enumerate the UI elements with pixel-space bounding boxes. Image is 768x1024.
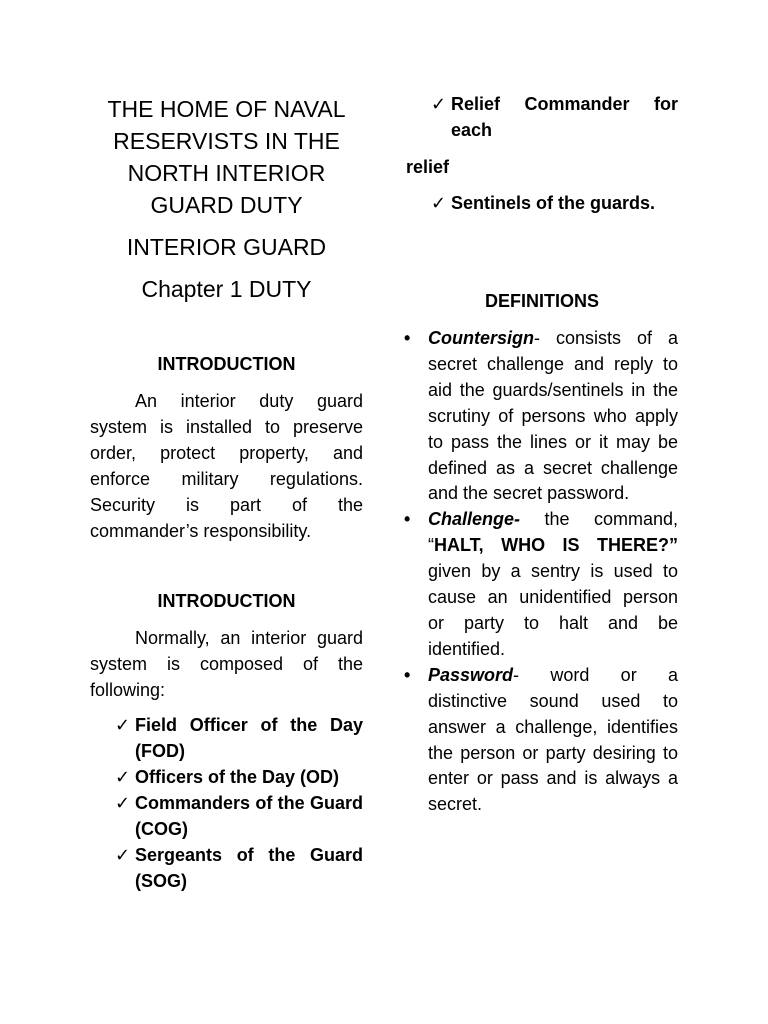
definition-text: consists of a secret challenge and reply to aid the guards/sentinels in the scrutiny of persons who apply to pass the lines or it may be defined as a secret challenge and the secret password. — [428, 328, 678, 504]
definition-item: • Countersign- consists of a secret challenge and reply to aid the guards/sentinels in the scrutiny of persons who apply to pass the lines or it may be defined as a secret challenge and the secret password. — [404, 328, 678, 504]
list-item: ✓ Field Officer of the Day (FOD) — [115, 712, 363, 764]
challenge-phrase: HALT, WHO IS THERE?” — [434, 535, 678, 556]
title-line: NORTH INTERIOR — [127, 160, 326, 186]
list-item: ✓ Sentinels of the guards. — [431, 190, 678, 216]
checkmark-icon: ✓ — [115, 793, 131, 813]
definition-item: • Password- word or a distinctive sound used to answer a challenge, identifies the person or party desiring to enter or pass and is always a secret. — [404, 664, 678, 815]
bullet-icon: • — [404, 328, 411, 348]
bullet-icon: • — [404, 509, 411, 530]
definition-text: given by a sentry is used to cause an unidentified person or party to halt and be identified. — [428, 561, 678, 659]
intro-heading-1: INTRODUCTION — [157, 354, 296, 374]
definition-term: Password — [428, 664, 514, 685]
title-line: THE HOME OF NAVAL — [107, 96, 346, 122]
checkmark-icon: ✓ — [431, 193, 447, 213]
list-item: ✓ Officers of the Day (OD) — [115, 764, 363, 790]
definition-term: Countersign — [428, 328, 534, 348]
guard-composition-list — [115, 712, 363, 894]
checkmark-icon: ✓ — [431, 94, 447, 114]
chapter-title: Chapter 1 DUTY — [141, 276, 312, 302]
list-item: ✓ Relief Commander for each — [431, 91, 678, 143]
checkmark-icon: ✓ — [115, 715, 131, 735]
checkmark-icon: ✓ — [115, 845, 131, 865]
title-line: RESERVISTS IN THE — [113, 128, 340, 154]
bullet-icon: • — [404, 664, 411, 685]
intro-heading-2: INTRODUCTION — [157, 591, 296, 611]
definition-term: Challenge- — [428, 509, 521, 530]
relief-text: relief — [406, 157, 450, 177]
definition-item: • Challenge- the command, “HALT, WHO IS THERE?” given by a sentry is used to cause an unidentified person or party to halt and be identified. — [404, 509, 678, 659]
guard-composition-list-end — [431, 190, 678, 216]
title-line: GUARD DUTY — [150, 192, 303, 218]
definitions-list — [404, 326, 678, 818]
definition-text: word or a distinctive sound used to answer a challenge, identifies the person or party desiring to enter or pass and is always a secret. — [428, 664, 678, 815]
definitions-heading: DEFINITIONS — [484, 291, 599, 311]
intro-paragraph-2: Normally, an interior guard system is composed of the following: — [90, 628, 363, 700]
guard-composition-list-cont — [431, 91, 678, 143]
subtitle: INTERIOR GUARD — [126, 234, 327, 260]
list-item: ✓ Commanders of the Guard (COG) — [115, 790, 363, 842]
list-item: ✓ Sergeants of the Guard (SOG) — [115, 842, 363, 894]
checkmark-icon: ✓ — [115, 767, 131, 787]
document-title — [90, 93, 363, 221]
intro-paragraph-1: An interior duty guard system is installed to preserve order, protect property, and enforce military regulations. Security is part of the commander’s responsibility. — [90, 391, 363, 541]
